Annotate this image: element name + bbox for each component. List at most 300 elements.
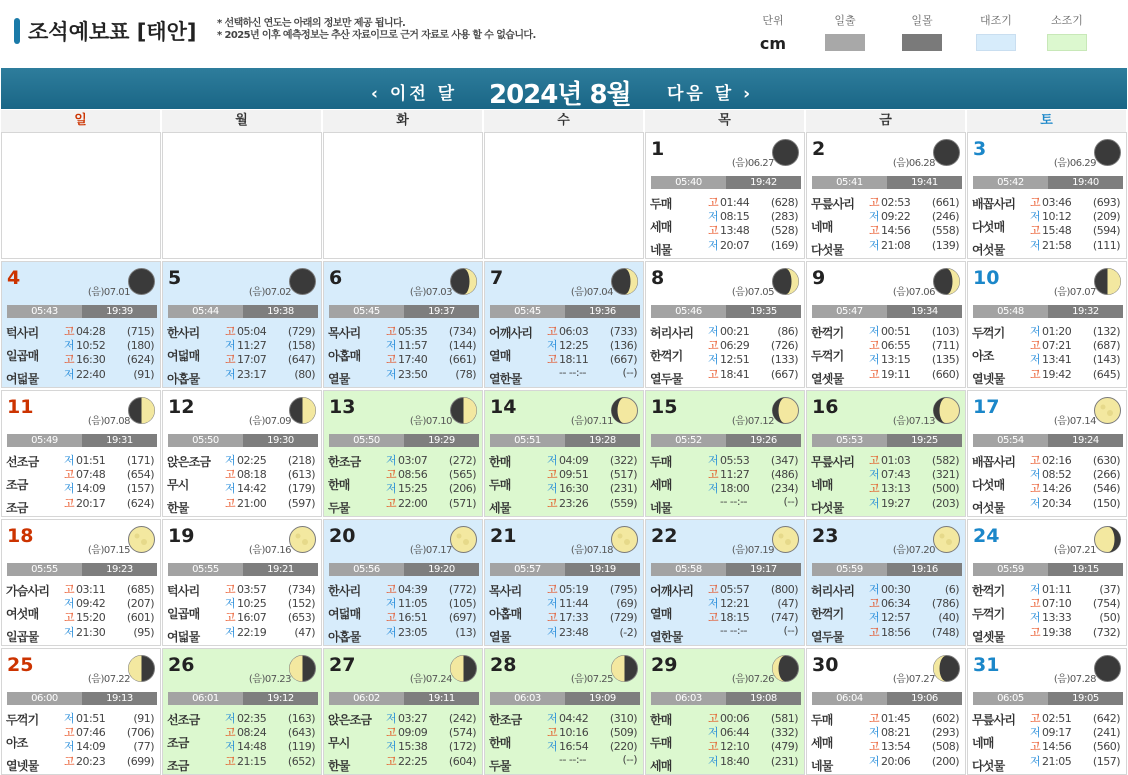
tide-height: (272) xyxy=(448,454,476,467)
tide-entry xyxy=(386,323,480,336)
tide-name: 두매 xyxy=(811,713,833,727)
sunrise-time: 05:48 xyxy=(973,305,1048,318)
tide-entry xyxy=(225,337,319,350)
legend-sunset xyxy=(901,12,943,51)
tide-time: 07:48 xyxy=(76,468,106,481)
tide-type: 고 xyxy=(708,368,719,381)
tide-type: 고 xyxy=(708,740,719,753)
tide-height: (310) xyxy=(609,712,637,725)
sunset-time: 19:39 xyxy=(82,305,157,318)
day-number: 3 xyxy=(973,138,987,160)
tide-name: 두꺽기 xyxy=(6,713,39,727)
day-number: 5 xyxy=(168,267,182,289)
tide-entry xyxy=(547,581,641,594)
sunrise-time: 05:46 xyxy=(651,305,726,318)
tide-height: (37) xyxy=(1099,583,1120,596)
day-number: 20 xyxy=(329,525,356,547)
tide-height: (6) xyxy=(944,583,959,596)
day-cell xyxy=(484,261,644,388)
tide-name: 여덟매 xyxy=(167,349,200,363)
tide-height: (667) xyxy=(770,368,798,381)
tide-type: 저 xyxy=(708,726,719,739)
moon-phase-icon xyxy=(610,525,639,554)
tide-type: 저 xyxy=(708,755,719,768)
tide-type: 저 xyxy=(386,482,397,495)
tide-name: 네매 xyxy=(811,478,833,492)
tide-height: (643) xyxy=(287,726,315,739)
tide-time: 00:51 xyxy=(881,325,911,338)
tide-height: (283) xyxy=(770,210,798,223)
empty-day-cell xyxy=(323,132,483,259)
tide-entry xyxy=(547,710,641,723)
tide-name: 배꼽사리 xyxy=(972,455,1016,469)
lunar-date: (음)07.02 xyxy=(248,287,291,298)
sunset-time: 19:05 xyxy=(1048,692,1123,705)
tide-entry xyxy=(64,609,158,622)
tide-name: 여섯물 xyxy=(972,501,1005,515)
day-number: 8 xyxy=(651,267,665,289)
tide-type: 고 xyxy=(64,353,75,366)
tide-time: 21:30 xyxy=(76,626,106,639)
tide-name: 열셋물 xyxy=(972,630,1005,644)
tide-entry xyxy=(64,624,158,637)
tide-name: 일곱물 xyxy=(6,630,39,644)
tide-time: 02:16 xyxy=(1042,454,1072,467)
sun-times-bar xyxy=(329,434,479,447)
tide-height: (231) xyxy=(609,482,637,495)
tide-entry xyxy=(708,738,802,751)
moon-phase-icon xyxy=(449,654,478,683)
sun-times-bar xyxy=(812,563,962,576)
tide-type: 고 xyxy=(1030,712,1041,725)
tide-height: (266) xyxy=(1092,468,1120,481)
tide-height: (95) xyxy=(133,626,154,639)
legend-unit-value: cm xyxy=(759,34,787,53)
tide-type: 저 xyxy=(708,325,719,338)
tide-height: (347) xyxy=(770,454,798,467)
sun-times-bar xyxy=(490,692,640,705)
tide-height: (50) xyxy=(1099,611,1120,624)
tide-type: 고 xyxy=(386,583,397,596)
tide-height: (234) xyxy=(770,482,798,495)
sunset-time: 19:29 xyxy=(404,434,479,447)
weekday-mon: 월 xyxy=(162,110,322,132)
tide-entry xyxy=(708,208,802,221)
tide-time: 10:12 xyxy=(1042,210,1072,223)
day-number: 1 xyxy=(651,138,665,160)
sunset-time: 19:13 xyxy=(82,692,157,705)
day-cell xyxy=(967,519,1127,646)
tide-name: 열한물 xyxy=(489,372,522,386)
sunrise-time: 06:01 xyxy=(168,692,243,705)
lunar-date: (음)07.22 xyxy=(87,674,130,685)
tide-type: 저 xyxy=(547,712,558,725)
lunar-date: (음)07.15 xyxy=(87,545,130,556)
tide-name: 한조금 xyxy=(328,455,361,469)
tide-height: (509) xyxy=(609,726,637,739)
tide-name: 무릎사리 xyxy=(972,713,1016,727)
tide-entry xyxy=(1030,609,1124,622)
tide-name: 열물 xyxy=(489,630,511,644)
tide-entry xyxy=(547,724,641,737)
tide-type: 저 xyxy=(1030,583,1041,596)
tide-name: 네매 xyxy=(811,220,833,234)
tide-time: 02:51 xyxy=(1042,712,1072,725)
tide-height: (119) xyxy=(287,740,315,753)
moon-phase-icon xyxy=(771,396,800,425)
tide-type: 저 xyxy=(547,339,558,352)
tide-time: -- --:-- xyxy=(720,624,748,637)
sun-times-bar xyxy=(651,692,801,705)
lunar-date: (음)06.27 xyxy=(731,158,774,169)
tide-entry xyxy=(225,466,319,479)
tide-entry xyxy=(64,480,158,493)
tide-entry xyxy=(547,595,641,608)
tide-height: (150) xyxy=(1092,497,1120,510)
lunar-date: (음)07.28 xyxy=(1053,674,1096,685)
tide-time: 18:11 xyxy=(559,353,589,366)
tide-entry xyxy=(386,581,480,594)
tide-time: 23:05 xyxy=(398,626,428,639)
sunrise-time: 05:51 xyxy=(490,434,565,447)
sunset-time: 19:20 xyxy=(404,563,479,576)
tide-height: (729) xyxy=(609,611,637,624)
day-number: 2 xyxy=(812,138,826,160)
tide-entry xyxy=(547,337,641,350)
tide-height: (200) xyxy=(931,755,959,768)
tide-type: 저 xyxy=(869,468,880,481)
tide-entry xyxy=(225,753,319,766)
sunrise-time: 05:45 xyxy=(329,305,404,318)
tide-height: (601) xyxy=(126,611,154,624)
sun-times-bar xyxy=(812,176,962,189)
weekday-fri: 금 xyxy=(806,110,966,132)
tide-height: (654) xyxy=(126,468,154,481)
lunar-date: (음)07.23 xyxy=(248,674,291,685)
tide-entry xyxy=(386,738,480,751)
day-number: 29 xyxy=(651,654,678,676)
tide-height: (47) xyxy=(294,626,315,639)
tide-name: 한조금 xyxy=(489,713,522,727)
sunrise-time: 06:05 xyxy=(973,692,1048,705)
lunar-date: (음)07.13 xyxy=(892,416,935,427)
tide-time: 00:06 xyxy=(720,712,750,725)
tide-time: 03:46 xyxy=(1042,196,1072,209)
tide-name: 네물 xyxy=(650,501,672,515)
tide-height: (111) xyxy=(1092,239,1120,252)
tide-time: 12:25 xyxy=(559,339,589,352)
day-number: 30 xyxy=(812,654,839,676)
tide-name: 한물 xyxy=(167,501,189,515)
tide-name: 선조금 xyxy=(167,713,200,727)
moon-phase-icon xyxy=(932,138,961,167)
tide-entry xyxy=(869,480,963,493)
tide-time: 09:09 xyxy=(398,726,428,739)
tide-entry xyxy=(1030,753,1124,766)
tide-name: 세매 xyxy=(650,759,672,773)
tide-type: 고 xyxy=(225,325,236,338)
day-cell xyxy=(806,132,966,259)
tide-height: (604) xyxy=(448,755,476,768)
tide-entry xyxy=(708,480,802,493)
tide-type: 고 xyxy=(225,755,236,768)
moon-phase-icon xyxy=(610,654,639,683)
tide-time: 21:08 xyxy=(881,239,911,252)
legend-sunset-swatch xyxy=(902,34,942,51)
sunrise-time: 05:52 xyxy=(651,434,726,447)
legend-unit-label: 단위 xyxy=(762,14,784,27)
tide-type: 저 xyxy=(869,210,880,223)
tide-entry xyxy=(64,366,158,379)
sun-times-bar xyxy=(651,434,801,447)
tide-height: (207) xyxy=(126,597,154,610)
sunrise-time: 05:40 xyxy=(651,176,726,189)
tide-height: (647) xyxy=(287,353,315,366)
tide-type: 저 xyxy=(869,611,880,624)
tide-entry xyxy=(708,609,802,622)
tide-type: 고 xyxy=(1030,482,1041,495)
tide-type: 고 xyxy=(547,497,558,510)
tide-entry xyxy=(386,337,480,350)
tide-entry xyxy=(386,366,480,379)
tide-type: 저 xyxy=(225,626,236,639)
sun-times-bar xyxy=(973,563,1123,576)
legend-sunrise-swatch xyxy=(825,34,865,51)
tide-time: 13:15 xyxy=(881,353,911,366)
tide-height: (86) xyxy=(777,325,798,338)
sunrise-time: 05:59 xyxy=(973,563,1048,576)
tide-type: 저 xyxy=(1030,468,1041,481)
lunar-date: (음)07.08 xyxy=(87,416,130,427)
sunrise-time: 05:42 xyxy=(973,176,1048,189)
tide-type: 저 xyxy=(64,339,75,352)
moon-phase-icon xyxy=(1093,267,1122,296)
tide-time: 12:57 xyxy=(881,611,911,624)
tide-height: (91) xyxy=(133,712,154,725)
tide-name: 다섯매 xyxy=(972,220,1005,234)
tide-name: 아홉매 xyxy=(489,607,522,621)
moon-phase-icon xyxy=(127,267,156,296)
tide-type: 저 xyxy=(1030,239,1041,252)
tide-name: 열넷물 xyxy=(972,372,1005,386)
tide-height: (624) xyxy=(126,497,154,510)
tide-time: 05:53 xyxy=(720,454,750,467)
tide-time: 20:23 xyxy=(76,755,106,768)
day-cell xyxy=(323,648,483,775)
tide-entry xyxy=(64,581,158,594)
legend-spring-tide xyxy=(975,12,1017,51)
tide-time: 13:33 xyxy=(1042,611,1072,624)
tide-height: (--) xyxy=(783,495,798,508)
sunset-time: 19:38 xyxy=(243,305,318,318)
tide-name: 여덟물 xyxy=(167,630,200,644)
tide-time: 23:17 xyxy=(237,368,267,381)
sunset-time: 19:34 xyxy=(887,305,962,318)
tide-height: (733) xyxy=(609,325,637,338)
sun-times-bar xyxy=(329,305,479,318)
tide-type: 고 xyxy=(225,353,236,366)
tide-name: 다섯물 xyxy=(811,243,844,257)
legend-unit xyxy=(752,12,794,53)
tide-name: 두매 xyxy=(489,478,511,492)
tide-entry xyxy=(64,595,158,608)
tide-time: 21:00 xyxy=(237,497,267,510)
tide-name: 열물 xyxy=(328,372,350,386)
tide-name: 여덟물 xyxy=(6,372,39,386)
weekday-sun: 일 xyxy=(1,110,161,132)
tide-time: 07:43 xyxy=(881,468,911,481)
next-month-button[interactable]: 다음 달 › xyxy=(667,84,754,104)
tide-entry xyxy=(1030,323,1124,336)
page-header xyxy=(0,0,1128,68)
day-number: 28 xyxy=(490,654,517,676)
moon-phase-icon xyxy=(127,525,156,554)
tide-height: (642) xyxy=(1092,712,1120,725)
tide-time: 03:27 xyxy=(398,712,428,725)
tide-type: 고 xyxy=(708,339,719,352)
tide-height: (171) xyxy=(126,454,154,467)
tide-entry xyxy=(225,495,319,508)
lunar-date: (음)06.28 xyxy=(892,158,935,169)
sunrise-time: 06:04 xyxy=(812,692,887,705)
sun-times-bar xyxy=(651,563,801,576)
tide-entry xyxy=(547,351,641,364)
tide-time: 05:35 xyxy=(398,325,428,338)
sun-times-bar xyxy=(7,563,157,576)
tide-entry xyxy=(869,738,963,751)
legend-neap-label: 소조기 xyxy=(1051,14,1083,27)
tide-type: 고 xyxy=(386,325,397,338)
tide-height: (293) xyxy=(931,726,959,739)
tide-height: (143) xyxy=(1092,353,1120,366)
day-number: 6 xyxy=(329,267,343,289)
tide-time: 01:45 xyxy=(881,712,911,725)
tide-entry xyxy=(869,595,963,608)
tide-time: -- --:-- xyxy=(720,495,748,508)
sunset-time: 19:06 xyxy=(887,692,962,705)
tide-name: 한꺽기 xyxy=(972,584,1005,598)
tide-height: (772) xyxy=(448,583,476,596)
tide-type: 고 xyxy=(1030,626,1041,639)
tide-name: 한꺽기 xyxy=(811,607,844,621)
tide-type: 저 xyxy=(386,626,397,639)
tide-time: 13:48 xyxy=(720,224,750,237)
tide-height: (209) xyxy=(1092,210,1120,223)
tide-type: 고 xyxy=(869,339,880,352)
tide-name: 두물 xyxy=(489,759,511,773)
tide-height: (687) xyxy=(1092,339,1120,352)
tide-entry xyxy=(869,495,963,508)
lunar-date: (음)07.20 xyxy=(892,545,935,556)
sun-times-bar xyxy=(168,563,318,576)
sun-times-bar xyxy=(812,305,962,318)
tide-time: 14:09 xyxy=(76,482,106,495)
tide-type: 고 xyxy=(386,611,397,624)
tide-height: (332) xyxy=(770,726,798,739)
tide-type: 고 xyxy=(1030,597,1041,610)
day-cell xyxy=(162,261,322,388)
tide-height: (220) xyxy=(609,740,637,753)
prev-month-button[interactable]: ‹ 이전 달 xyxy=(371,84,458,104)
tide-type: 고 xyxy=(1030,224,1041,237)
tide-height: (40) xyxy=(938,611,959,624)
tide-name: 한매 xyxy=(328,478,350,492)
tide-time: 17:40 xyxy=(398,353,428,366)
tide-entry xyxy=(225,738,319,751)
sunset-time: 19:35 xyxy=(726,305,801,318)
legend-neap-tide xyxy=(1046,12,1088,51)
sun-times-bar xyxy=(973,434,1123,447)
tide-name: 턱사리 xyxy=(167,584,200,598)
tide-type: 저 xyxy=(64,597,75,610)
tide-entry xyxy=(1030,724,1124,737)
tide-entry xyxy=(1030,452,1124,465)
tide-name: 목사리 xyxy=(328,326,361,340)
tide-type: 고 xyxy=(869,196,880,209)
tide-type: 저 xyxy=(708,239,719,252)
tide-type: 저 xyxy=(1030,210,1041,223)
tide-entry xyxy=(386,724,480,737)
moon-phase-icon xyxy=(932,267,961,296)
tide-name: 열셋물 xyxy=(811,372,844,386)
tide-time: 00:30 xyxy=(881,583,911,596)
tide-height: (203) xyxy=(931,497,959,510)
tide-time: 06:29 xyxy=(720,339,750,352)
tide-name: 두매 xyxy=(650,197,672,211)
moon-phase-icon xyxy=(127,396,156,425)
tide-time: 19:27 xyxy=(881,497,911,510)
tide-entry xyxy=(708,194,802,207)
lunar-date: (음)07.04 xyxy=(570,287,613,298)
sunset-time: 19:21 xyxy=(243,563,318,576)
tide-time: 16:07 xyxy=(237,611,267,624)
sunrise-time: 05:43 xyxy=(7,305,82,318)
tide-time: 08:21 xyxy=(881,726,911,739)
sun-times-bar xyxy=(651,176,801,189)
tide-height: (697) xyxy=(448,611,476,624)
tide-time: 16:54 xyxy=(559,740,589,753)
tide-name: 앉은조금 xyxy=(328,713,372,727)
tide-entry xyxy=(1030,351,1124,364)
tide-height: (242) xyxy=(448,712,476,725)
tide-entry xyxy=(386,495,480,508)
tide-height: (574) xyxy=(448,726,476,739)
weekday-sat: 토 xyxy=(967,110,1127,132)
tide-height: (734) xyxy=(287,583,315,596)
tide-time: 18:41 xyxy=(720,368,750,381)
tide-entry xyxy=(386,480,480,493)
tide-time: 08:24 xyxy=(237,726,267,739)
tide-entry xyxy=(547,366,641,379)
day-cell xyxy=(484,648,644,775)
tide-type: 고 xyxy=(869,597,880,610)
tide-type: 고 xyxy=(1030,368,1041,381)
sunset-time: 19:09 xyxy=(565,692,640,705)
tide-type: 고 xyxy=(547,726,558,739)
tide-height: (602) xyxy=(931,712,959,725)
tide-time: 02:35 xyxy=(237,712,267,725)
tide-name: 아조 xyxy=(6,736,28,750)
tide-type: 고 xyxy=(386,726,397,739)
tide-type: 저 xyxy=(1030,726,1041,739)
tide-type: 저 xyxy=(1030,755,1041,768)
tide-height: (80) xyxy=(294,368,315,381)
tide-time: 00:21 xyxy=(720,325,750,338)
tide-time: 14:56 xyxy=(1042,740,1072,753)
tide-name: 목사리 xyxy=(489,584,522,598)
tide-height: (103) xyxy=(931,325,959,338)
tide-height: (91) xyxy=(133,368,154,381)
